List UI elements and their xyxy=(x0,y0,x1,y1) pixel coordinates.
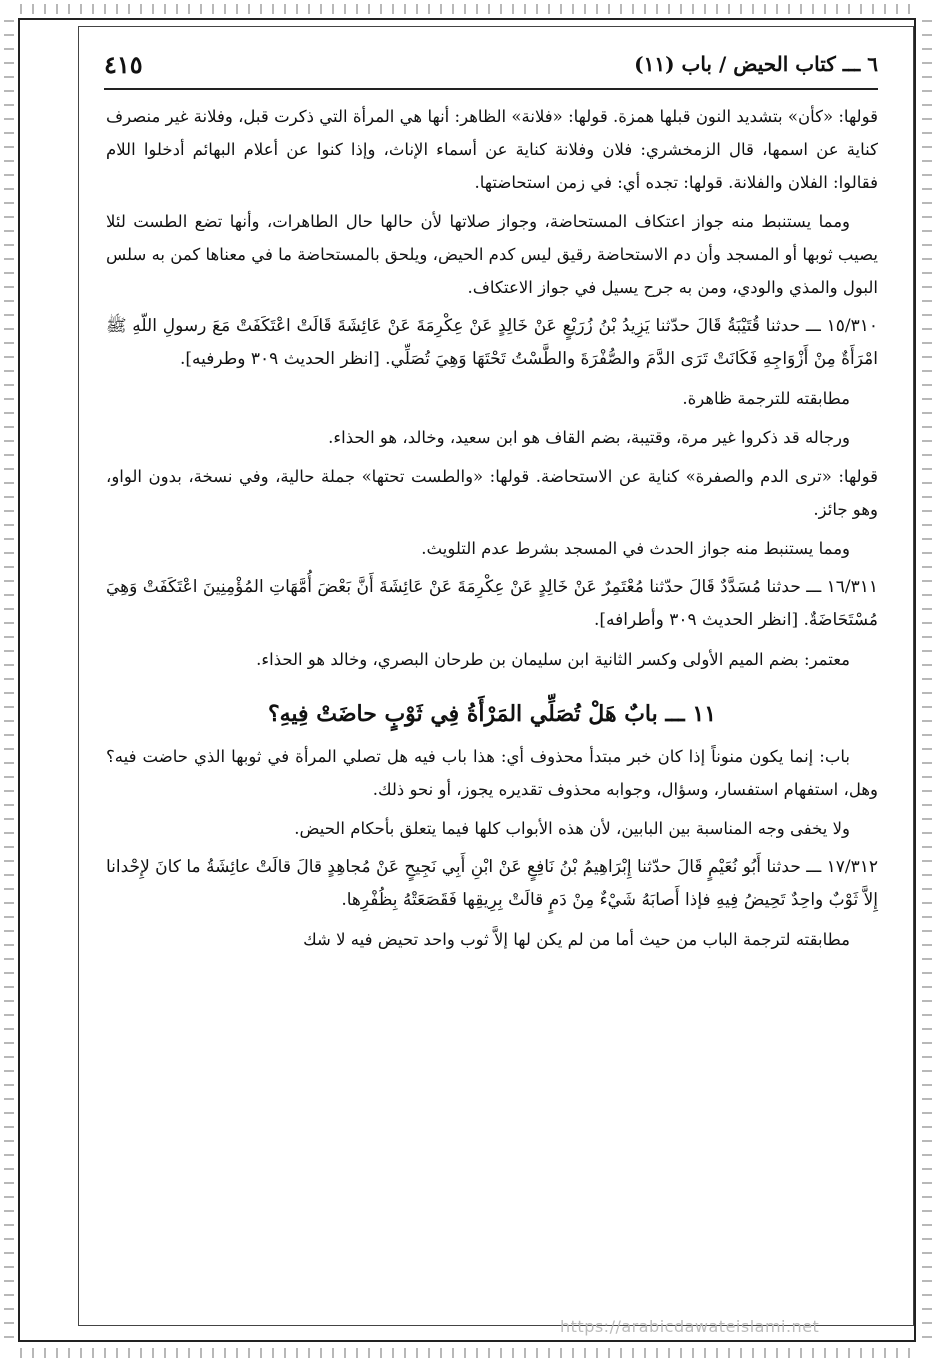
page-number: ٤١٥ xyxy=(104,49,143,79)
commentary-paragraph: ومما يستنبط منه جواز الحدث في المسجد بشرط عدم التلويث. xyxy=(421,539,850,558)
bottom-ornament-border xyxy=(20,1348,914,1358)
left-ornament-border xyxy=(4,20,14,1340)
commentary-paragraph: ولا يخفى وجه المناسبة بين البابين، لأن هذه الأبواب كلها فيما يتعلق بأحكام الحيض. xyxy=(294,819,850,838)
running-title: ٦ ـــ كتاب الحيض / باب (١١) xyxy=(634,52,878,76)
commentary-paragraph: ورجاله قد ذكروا غير مرة، وقتيبة، بضم القاف هو ابن سعيد، وخالد، هو الحذاء. xyxy=(328,428,850,447)
commentary-paragraph: قولها: «ترى الدم والصفرة» كناية عن الاستحاضة. قولها: «والطست تحتها» جملة حالية، وفي نسخة، بدون الواو، وهو جائز. xyxy=(106,467,878,519)
hadith-310: ١٥/٣١٠ ـــ حدثنا قُتَيْبَةُ قَالَ حدّثنا يَزِيدُ بْنُ زُرَيْعٍ عَنْ خَالِدٍ عَنْ عِكْرِمَةَ عَنْ عَائِشَةَ قَالَتْ اعْتَكَفَتْ مَعَ رسولِ اللّهِ ﷺ امْرَأَةٌ مِنْ أَزْوَاجِهِ فَكَانَتْ تَرَى الدَّمَ والصُّفْرَةَ والطَّسْتُ تَحْتَهَا وَهِيَ تُصَلِّي. [انظر الحديث ٣٠٩ وطرفيه]. xyxy=(106,316,878,369)
chapter-heading: ١١ ـــ بابٌ هَلْ تُصَلِّي المَرْأَةُ فِي ثَوْبٍ حاضَتْ فِيهِ؟ xyxy=(267,701,717,727)
page-header xyxy=(104,46,878,82)
commentary-paragraph: باب: إنما يكون منوناً إذا كان خبر مبتدأ محذوف أي: هذا باب فيه هل تصلي المرأة في ثوبها الذي حاضت فيه؟ وهل، استفهام استفسار، وسؤال، وجوابه محذوف تقديره يجوز، أو نحو ذلك. xyxy=(106,747,878,799)
commentary-paragraph: مطابقته للترجمة ظاهرة. xyxy=(682,389,850,408)
header-rule xyxy=(104,88,878,90)
top-ornament-border xyxy=(20,4,914,14)
page-body xyxy=(106,100,878,962)
commentary-paragraph: قولها: «كأن» بتشديد النون قبلها همزة. قولها: «فلانة» الظاهر: أنها هي المرأة التي ذكرت قبل، وفلانة غير منصرف كناية عن اسمها، قال الزمخشري: فلان وفلانة كناية عن أسماء الإناث، وإذا كنوا عن أعلام البهائم أدخلوا اللام فقالوا: الفلان والفلانة. قولها: تجده أي: في زمن استحاضتها. xyxy=(106,107,878,192)
hadith-311: ١٦/٣١١ ـــ حدثنا مُسَدَّدٌ قَالَ حدّثنا مُعْتَمِرٌ عَنْ خَالِدٍ عَنْ عِكْرِمَةَ عَنْ عَائِشَةَ أَنَّ بَعْضَ أُمَّهَاتِ المُؤْمِنِينَ اعْتَكَفَتْ وَهِيَ مُسْتَحَاضَةٌ. [انظر الحديث ٣٠٩ وأطرافه]. xyxy=(106,577,878,630)
right-ornament-border xyxy=(922,20,932,1340)
commentary-paragraph: مطابقته لترجمة الباب من حيث أما من لم يكن لها إلاَّ ثوب واحد تحيض فيه لا شك xyxy=(303,930,850,949)
commentary-paragraph: ومما يستنبط منه جواز اعتكاف المستحاضة، وجواز صلاتها لأن حالها حال الطاهرات، وأنها تضع الطست لئلا يصيب ثوبها أو المسجد وأن دم الاستحاضة رقيق ليس كدم الحيض، ويلحق بالمستحاضة ما في معناها كمن به سلس البول والمذي والودي، ومن به جرح يسيل في جواز الاعتكاف. xyxy=(106,212,879,297)
source-watermark: https://arabicdawateislami.net xyxy=(560,1317,820,1336)
hadith-312: ١٧/٣١٢ ـــ حدثنا أَبُو نُعَيْمٍ قَالَ حدّثنا إِبْرَاهِيمُ بْنُ نَافِعٍ عَنْ ابْنِ أَبِي نَجِيحٍ عَنْ مُجاهِدٍ قالَ قالَتْ عائِشَةُ ما كانَ لإِحْدانا إِلاَّ ثَوْبٌ واحِدٌ تَحِيضُ فِيهِ فإذا أَصابَهُ شَيْءٌ مِنْ دَمٍ قالَتْ بِرِيقِها فَقَصَعَتْهُ بِظُفْرِها. xyxy=(106,857,878,910)
commentary-paragraph: معتمر: بضم الميم الأولى وكسر الثانية ابن سليمان بن طرحان البصري، وخالد هو الحذاء. xyxy=(256,650,850,669)
